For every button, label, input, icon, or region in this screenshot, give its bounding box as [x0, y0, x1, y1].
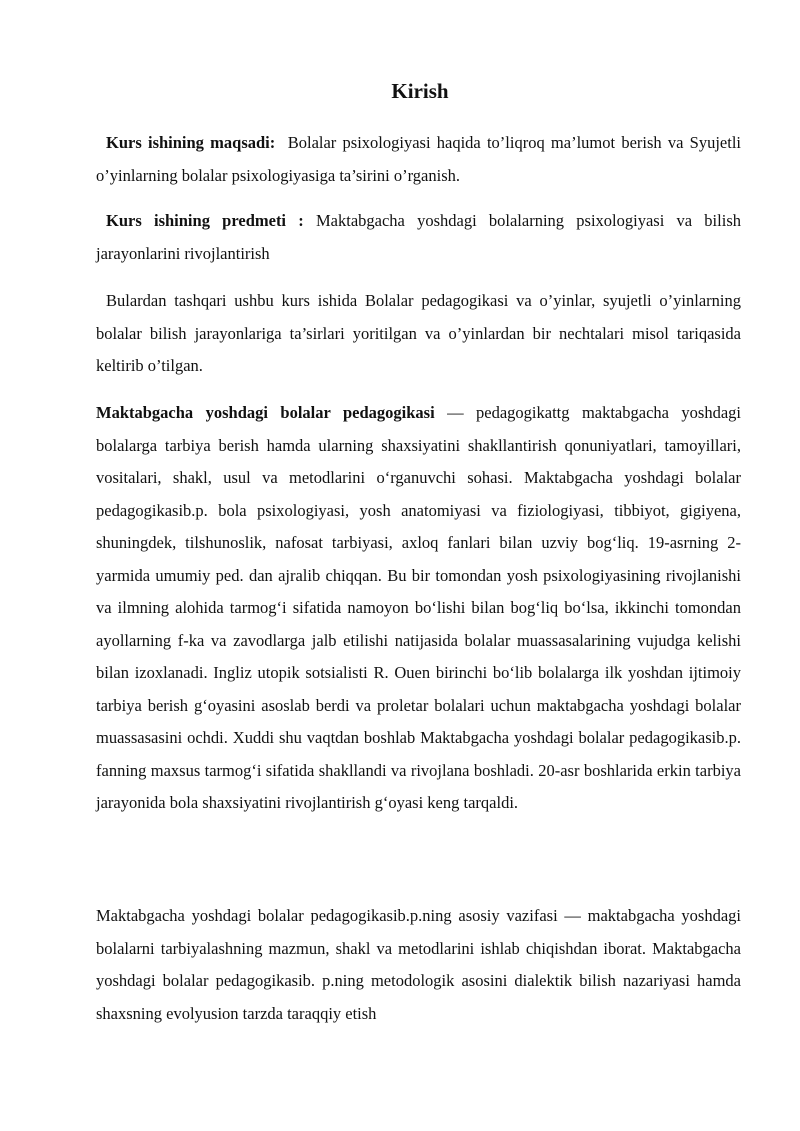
tasks-text: Maktabgacha yoshdagi bolalar pedagogikasib.p.ning asosiy vazifasi — maktabgacha yoshdagi bolalarni tarbiyalashning mazmun, shakl va metodlarini ishlab chiqishdan iborat. Maktabgacha yoshdagi bolalar pedagogikasib. p.ning metodologik asosini dialektik bilish nazariyasi hamda shaxsning evolyusion tarzda taraqqiy etish	[96, 906, 741, 1023]
definition-text: — pedagogikattg maktabgacha yoshdagi bolalarga tarbiya berish hamda ularning shaxsiyatini shakllantirish qonuniyatlari, tamoyillari, vositalari, shakl, usul va metodlarini oʻrganuvchi sohasi. Maktabgacha yoshdagi bolalar pedagogikasib.p. bola psixologiyasi, yosh anatomiyasi va fiziologiyasi, tibbiyot, gigiyena, shuningdek, tilshunoslik, nafosat tarbiyasi, axloq fanlari bilan uzviy bogʻliq. 19-asrning 2-yarmida umumiy ped. dan ajralib chiqqan. Bu bir tomondan yosh psixologiyasining rivojlanishi va ilmning alohida tarmogʻi sifatida namoyon boʻlishi bilan bogʻliq boʻlsa, ikkinchi tomondan ayollarning f-ka va zavodlarga jalb etilishi natijasida bolalar muassasalarining vujudga kelishi bilan izoxlanadi. Ingliz utopik sotsialisti R. Ouen birinchi boʻlib bolalarga ilk yoshdan ijtimoiy tarbiya berish gʻoyasini asoslab berdi va proletar bolalari uchun maktabgacha yoshdagi bolalar muassasasini ochdi. Xuddi shu vaqtdan boshlab Maktabgacha yoshdagi bolalar pedagogikasib.p. fanning maxsus tarmogʻi sifatida shakllandi va rivojlana boshladi. 20-asr boshlarida erkin tarbiya jarayonida bola shaxsiyatini rivojlantirish gʻoyasi keng tarqaldi.	[96, 403, 741, 812]
subject-text: Maktabgacha yoshdagi bolalarning psixologiyasi va bilish jarayonlarini rivojlantirish	[96, 211, 741, 263]
goal-label: Kurs ishining maqsadi:	[106, 133, 276, 152]
definition-paragraph	[96, 397, 741, 820]
scope-text: Bulardan tashqari ushbu kurs ishida Bolalar pedagogikasi va o’yinlar, syujetli o’yinlarning bolalar bilish jarayonlariga ta’sirlari yoritilgan va o’yinlardan bir nechtalari misol tariqasida keltirib o’tilgan.	[96, 291, 741, 375]
subject-paragraph	[96, 205, 741, 270]
goal-paragraph	[96, 127, 741, 192]
tasks-paragraph	[96, 900, 741, 1030]
subject-label: Kurs ishining predmeti :	[106, 211, 304, 230]
goal-text: Bolalar psixologiyasi haqida to’liqroq ma’lumot berish va Syujetli o’yinlarning bolalar psixologiyasiga ta’sirini o’rganish.	[96, 133, 742, 185]
page-title: Kirish	[391, 79, 449, 103]
scope-paragraph	[96, 285, 741, 383]
definition-label: Maktabgacha yoshdagi bolalar pedagogikasi	[96, 403, 435, 422]
